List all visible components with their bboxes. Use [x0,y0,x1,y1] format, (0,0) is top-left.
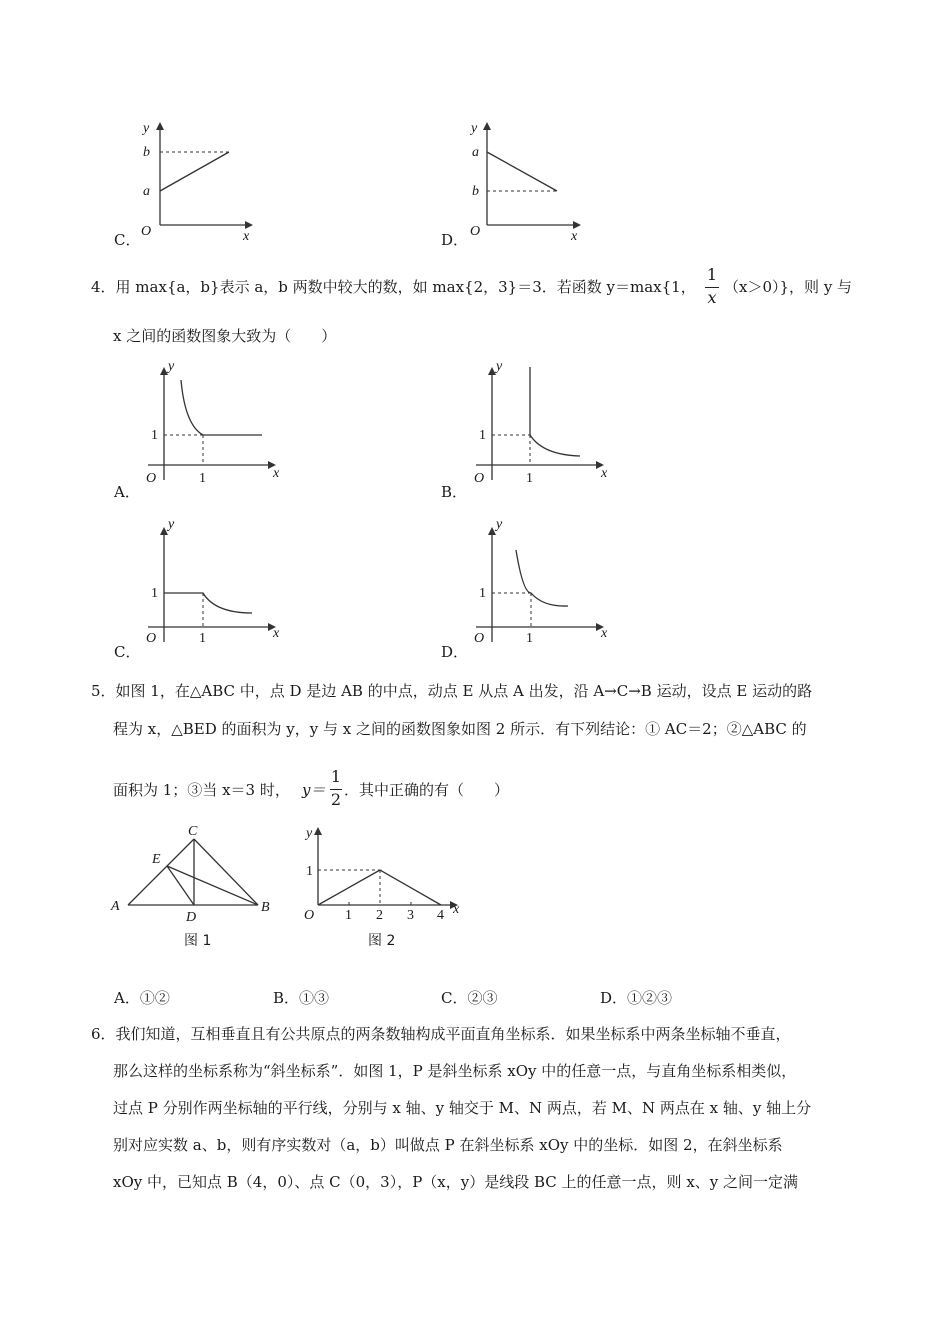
axis-y-label: y [471,121,478,136]
q5-stem-line2: 程为 x，△BED 的面积为 y，y 与 x 之间的函数图象如图 2 所示．有下列结论：① AC＝2；②△ABC 的 [113,720,807,738]
fraction-numerator: 1 [330,767,342,786]
q4-graph-a [140,355,290,485]
q5-fraction [330,767,342,811]
point-d-label: D [186,910,197,925]
figure-2-caption: 图 2 [368,933,396,949]
vertex-c-label: C [188,824,198,839]
q4-stem-part2: （x＞0）}，则 y 与 [724,278,853,296]
axis-x-label: x [453,902,460,917]
q5-option-b[interactable]: B．①③ [273,989,330,1007]
origin-label: O [146,631,157,646]
axis-y-label: y [168,359,175,374]
tick-a-label: a [143,184,150,199]
q4-option-d-label: D． [441,643,469,661]
tick-1-label: 1 [479,586,486,601]
q5-stem-line3-part2: ．其中正确的有（ ） [344,781,510,799]
q5-stem-line1: 5．如图 1，在△ABC 中，点 D 是边 AB 的中点，动点 E 从点 A 出发，沿 A→C→B 运动，设点 E 运动的路 [91,682,813,700]
axis-x-label: x [273,466,280,481]
tick-x1-label: 1 [526,631,533,646]
origin-label: O [141,224,152,239]
origin-label: O [474,471,485,486]
axis-x-label: x [601,626,608,641]
fraction-denominator: 2 [330,790,342,809]
point-e-label: E [152,852,161,867]
tick-1-label: 1 [151,586,158,601]
axis-y-label: y [496,359,503,374]
origin-label: O [146,471,157,486]
q5-figure-2-graph [300,820,480,955]
origin-label: O [304,908,315,923]
q4-graph-d [468,515,618,645]
axis-y-label: y [496,517,503,532]
q6-stem-line3: 过点 P 分别作两坐标轴的平行线，分别与 x 轴、y 轴交于 M、N 两点，若 M、N 两点在 x 轴、y 轴上分 [113,1099,812,1117]
tick-1-label: 1 [151,428,158,443]
q4-graph-b [468,355,618,485]
axis-y-label: y [168,517,175,532]
vertex-a-label: A [111,899,120,914]
q5-stem-line3-y: y＝ [302,781,326,799]
q4-stem-line2: x 之间的函数图象大致为（ ） [113,327,337,345]
tick-x1-label: 1 [526,471,533,486]
origin-label: O [474,631,485,646]
q4-option-a-label: A． [114,483,140,501]
tick-x3-label: 3 [407,908,414,923]
tick-y1-label: 1 [306,864,313,879]
q4-option-b-label: B． [441,483,468,501]
tick-x1-label: 1 [199,631,206,646]
q3-option-d-label: D． [441,231,469,249]
tick-x1-label: 1 [199,471,206,486]
origin-label: O [470,224,481,239]
tick-x1-label: 1 [345,908,352,923]
vertex-b-label: B [261,900,270,915]
tick-x4-label: 4 [437,908,444,923]
tick-b-label: b [472,184,479,199]
tick-a-label: a [472,145,479,160]
q5-option-d[interactable]: D．①②③ [600,989,673,1007]
q5-option-c[interactable]: C．②③ [441,989,498,1007]
q6-stem-line2: 那么这样的坐标系称为“斜坐标系”．如图 1，P 是斜坐标系 xOy 中的任意一点，与直角坐标系相类似， [113,1062,797,1080]
tick-b-label: b [143,145,150,160]
q3-option-c-label: C． [114,231,141,249]
axis-x-label: x [571,229,578,244]
axis-x-label: x [243,229,250,244]
q4-option-c-label: C． [114,643,141,661]
q6-stem-line1: 6．我们知道，互相垂直且有公共原点的两条数轴构成平面直角坐标系．如果坐标系中两条坐标轴不垂直， [91,1025,791,1043]
axis-y-label: y [306,826,313,841]
q4-stem-part1: 4．用 max{a，b}表示 a，b 两数中较大的数，如 max{2，3}＝3．若函数 y＝max{1， [91,278,696,296]
axis-y-label: y [143,121,150,136]
tick-x2-label: 2 [376,908,383,923]
q4-graph-c [140,515,290,645]
q6-stem-line4: 别对应实数 a、b，则有序实数对（a，b）叫做点 P 在斜坐标系 xOy 中的坐标．如图 2，在斜坐标系 [113,1136,783,1154]
q6-stem-line5: xOy 中，已知点 B（4，0）、点 C（0，3），P（x，y）是线段 BC 上的任意一点，则 x、y 之间一定满 [113,1173,799,1191]
axis-x-label: x [273,626,280,641]
q5-figure-1-triangle [108,820,288,955]
tick-1-label: 1 [479,428,486,443]
fraction-denominator: x [707,288,717,307]
q5-stem-line3-part1: 面积为 1；③当 x＝3 时， [113,781,290,799]
q3-graph-c [135,115,265,244]
axis-x-label: x [601,466,608,481]
q3-graph-d [465,115,595,244]
q5-option-a[interactable]: A．①② [114,989,170,1007]
figure-1-caption: 图 1 [184,933,212,949]
q4-fraction [705,265,719,309]
fraction-numerator: 1 [706,265,718,284]
